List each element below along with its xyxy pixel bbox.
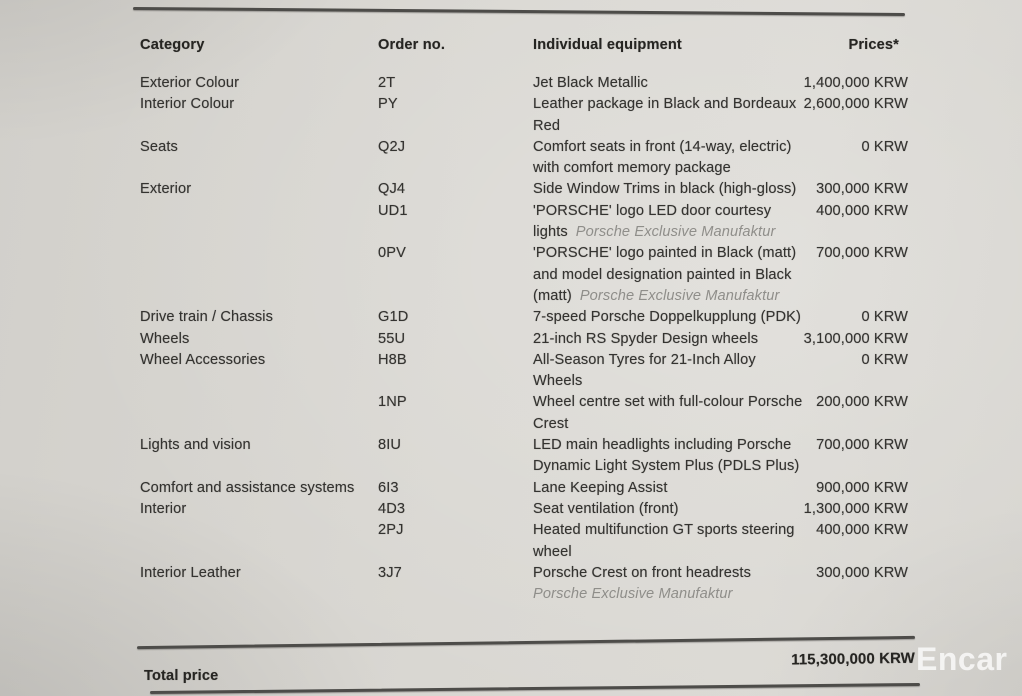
table-row	[140, 179, 908, 200]
equipment-line	[533, 286, 800, 307]
cell-price: 3,100,000 KRW	[803, 330, 908, 347]
manufaktur-label: Porsche Exclusive Manufaktur	[579, 287, 780, 304]
table-row	[140, 499, 908, 520]
cell-order-no: 4D3	[378, 500, 406, 517]
cell-price: 0 KRW	[861, 309, 908, 326]
cell-order-no: H8B	[378, 351, 407, 368]
table-row	[140, 478, 908, 499]
cell-category: Wheel Accessories	[140, 351, 266, 368]
cell-category: Interior Colour	[140, 96, 235, 113]
equipment-text: Side Window Trims in black (high-gloss)	[533, 181, 797, 198]
table-row	[140, 435, 908, 478]
equipment-text: with comfort memory package	[533, 160, 731, 177]
equipment-text: Dynamic Light System Plus (PDLS Plus)	[533, 458, 800, 475]
manufaktur-label: Porsche Exclusive Manufaktur	[575, 224, 776, 241]
equipment-line	[533, 116, 800, 137]
cell-order-no: UD1	[378, 202, 408, 219]
cell-equipment	[533, 94, 800, 137]
cell-price: 700,000 KRW	[816, 245, 908, 262]
cell-price: 1,300,000 KRW	[803, 500, 908, 517]
cell-equipment	[533, 307, 800, 328]
equipment-text: Heated multifunction GT sports steering	[533, 522, 795, 539]
cell-price: 2,600,000 KRW	[803, 96, 908, 113]
table-body	[140, 73, 908, 605]
equipment-line	[533, 435, 800, 456]
equipment-line	[533, 179, 800, 200]
table-row	[140, 520, 908, 563]
table-row	[140, 137, 908, 180]
cell-order-no: QJ4	[378, 181, 406, 198]
cell-order-no: 0PV	[378, 245, 406, 262]
equipment-line	[533, 265, 800, 286]
equipment-line	[533, 222, 800, 243]
equipment-text: Wheel centre set with full-colour Porsche	[533, 394, 803, 411]
cell-price: 200,000 KRW	[816, 394, 908, 411]
cell-equipment	[533, 329, 800, 350]
equipment-text: Wheels	[533, 373, 583, 390]
equipment-line	[533, 137, 800, 158]
table-row	[140, 243, 908, 307]
table-row	[140, 563, 908, 606]
equipment-text: Crest	[533, 415, 569, 432]
cell-order-no: 2T	[378, 75, 396, 91]
column-header-equipment: Individual equipment	[533, 37, 682, 53]
cell-equipment	[533, 179, 800, 200]
total-divider-top	[137, 636, 915, 649]
equipment-text: lights	[533, 224, 568, 241]
cell-order-no: G1D	[378, 309, 409, 326]
table-row	[140, 307, 908, 328]
equipment-text: Lane Keeping Assist	[533, 479, 668, 496]
manufaktur-label: Porsche Exclusive Manufaktur	[533, 586, 733, 603]
cell-equipment	[533, 201, 800, 244]
column-header-order-no: Order no.	[378, 37, 446, 53]
table-row	[140, 201, 908, 244]
cell-order-no: 2PJ	[378, 522, 404, 539]
equipment-line	[533, 499, 800, 520]
equipment-text: wheel	[533, 543, 572, 560]
equipment-text: 7-speed Porsche Doppelkupplung (PDK)	[533, 309, 801, 326]
table-row	[140, 350, 908, 393]
equipment-line	[533, 307, 800, 328]
equipment-text: LED main headlights including Porsche	[533, 437, 792, 454]
equipment-line	[533, 520, 800, 541]
cell-category: Seats	[140, 138, 178, 155]
cell-equipment	[533, 563, 800, 606]
cell-equipment	[533, 478, 800, 499]
equipment-line	[533, 392, 803, 413]
table-row	[140, 329, 908, 350]
watermark-logo: Encar	[916, 641, 1008, 677]
cell-category: Wheels	[140, 330, 190, 347]
equipment-line	[533, 371, 800, 392]
total-price-value: 115,300,000 KRW	[791, 649, 916, 669]
equipment-line	[533, 542, 800, 563]
table-row	[140, 73, 908, 94]
cell-equipment	[533, 243, 800, 307]
cell-category: Lights and vision	[140, 437, 251, 454]
header-top-rule	[133, 7, 905, 16]
equipment-line	[533, 478, 800, 499]
cell-order-no: 6I3	[378, 479, 399, 496]
cell-order-no: 1NP	[378, 394, 407, 411]
cell-equipment	[533, 435, 800, 478]
cell-equipment	[533, 350, 800, 393]
equipment-line	[533, 350, 800, 371]
cell-equipment	[533, 73, 800, 94]
cell-order-no: 3J7	[378, 564, 402, 581]
column-header-category: Category	[140, 37, 205, 53]
equipment-text: 'PORSCHE' logo painted in Black (matt)	[533, 245, 797, 262]
cell-equipment	[533, 520, 800, 563]
equipment-text: 'PORSCHE' logo LED door courtesy	[533, 202, 772, 219]
equipment-text: and model designation painted in Black	[533, 266, 792, 283]
cell-equipment	[533, 392, 803, 435]
cell-price: 700,000 KRW	[816, 437, 908, 454]
table-row	[140, 94, 908, 137]
equipment-text: 21-inch RS Spyder Design wheels	[533, 330, 759, 347]
equipment-line	[533, 201, 800, 222]
equipment-text: (matt)	[533, 287, 572, 304]
cell-category: Drive train / Chassis	[140, 309, 274, 326]
equipment-line	[533, 563, 800, 584]
total-price-label: Total price	[144, 668, 219, 684]
cell-price: 400,000 KRW	[816, 522, 908, 539]
cell-price: 0 KRW	[861, 138, 908, 155]
cell-price: 0 KRW	[861, 351, 908, 368]
cell-order-no: 55U	[378, 330, 406, 347]
equipment-text: Red	[533, 117, 561, 134]
cell-price: 300,000 KRW	[816, 181, 908, 198]
equipment-line	[533, 243, 800, 264]
equipment-text: Porsche Crest on front headrests	[533, 564, 751, 581]
cell-equipment	[533, 137, 800, 180]
table-row	[140, 392, 908, 435]
cell-category: Exterior Colour	[140, 75, 240, 91]
equipment-line	[533, 94, 800, 115]
cell-price: 900,000 KRW	[816, 479, 908, 496]
cell-equipment	[533, 499, 800, 520]
column-header-prices: Prices*	[848, 37, 899, 53]
equipment-line	[533, 584, 800, 605]
equipment-text: All-Season Tyres for 21-Inch Alloy	[533, 351, 756, 368]
cell-category: Interior Leather	[140, 564, 241, 581]
cell-order-no: PY	[378, 96, 398, 113]
equipment-line	[533, 158, 800, 179]
equipment-line	[533, 456, 800, 477]
cell-category: Comfort and assistance systems	[140, 479, 355, 496]
cell-order-no: Q2J	[378, 138, 406, 155]
equipment-text: Comfort seats in front (14-way, electric)	[533, 138, 792, 155]
cell-category: Exterior	[140, 181, 192, 198]
equipment-text: Seat ventilation (front)	[533, 500, 679, 517]
equipment-line	[533, 329, 800, 350]
total-divider-bottom	[150, 683, 920, 694]
cell-price: 1,400,000 KRW	[803, 75, 908, 91]
cell-order-no: 8IU	[378, 437, 402, 454]
cell-category: Interior	[140, 500, 187, 517]
cell-price: 300,000 KRW	[816, 564, 908, 581]
cell-price: 400,000 KRW	[816, 202, 908, 219]
equipment-text: Leather package in Black and Bordeaux	[533, 96, 797, 113]
equipment-text: Jet Black Metallic	[533, 75, 648, 91]
equipment-line	[533, 73, 800, 94]
equipment-line	[533, 414, 800, 435]
table-header-row	[140, 37, 908, 54]
